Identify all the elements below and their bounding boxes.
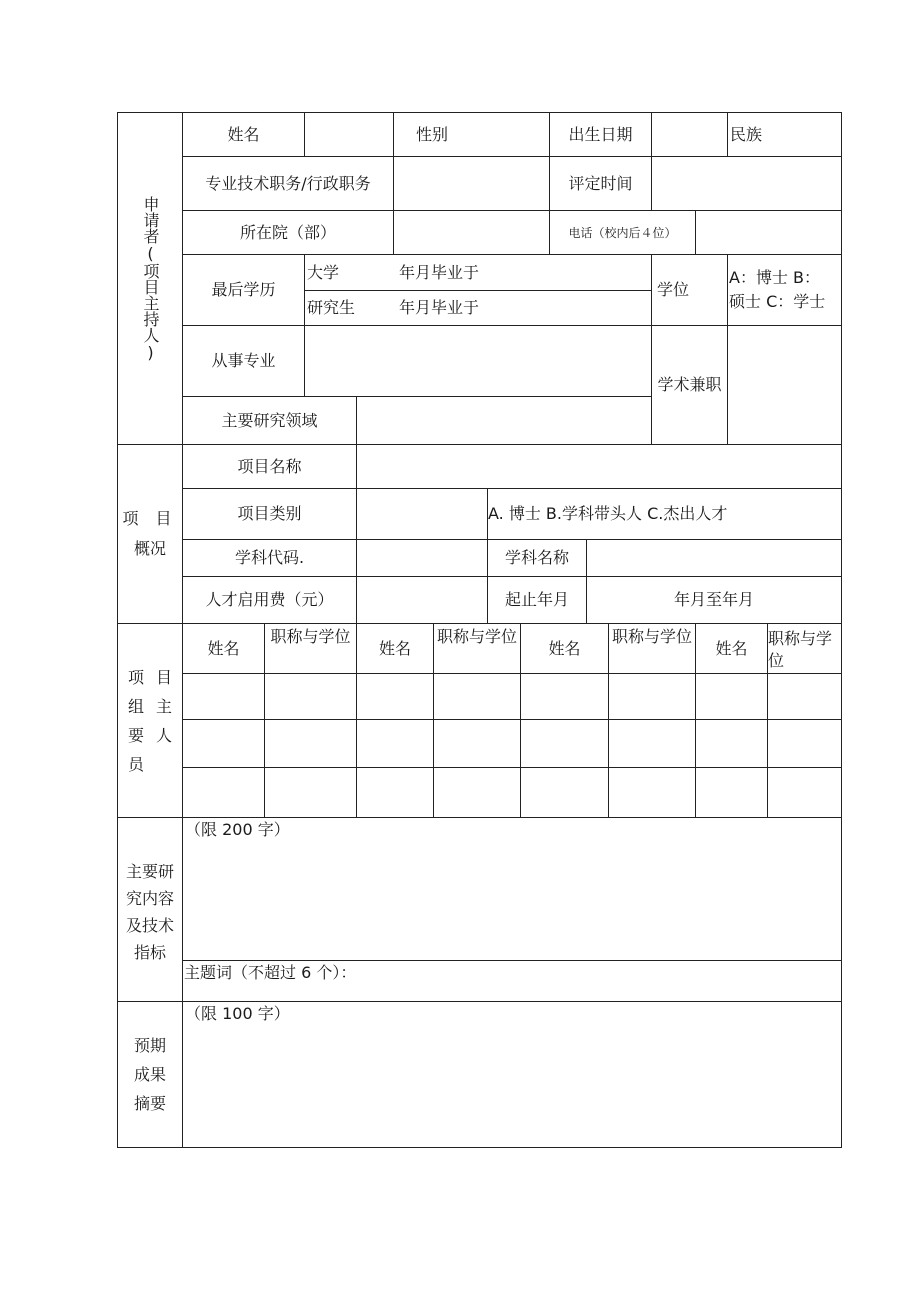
major-field[interactable] bbox=[305, 326, 651, 396]
member-header-title: 职称与学位 bbox=[611, 627, 692, 646]
major-label: 从事专业 bbox=[211, 351, 276, 370]
undergrad-label: 大学 bbox=[307, 262, 340, 282]
project-section-label bbox=[118, 445, 182, 623]
funding-label: 人才启用费（元） bbox=[205, 590, 334, 609]
member-cell[interactable] bbox=[768, 768, 841, 817]
member-header-title: 职称与学位 bbox=[436, 627, 517, 646]
research-section-label bbox=[118, 818, 182, 1001]
keywords-label: 主题词（不超过 6 个）： bbox=[184, 963, 357, 982]
education-label: 最后学历 bbox=[211, 280, 276, 299]
members-label-char: 组 bbox=[127, 696, 144, 716]
funding-field[interactable] bbox=[357, 577, 487, 623]
research-label-line: 主要研 bbox=[125, 861, 174, 881]
members-label-char: 目 bbox=[156, 667, 173, 687]
title-field[interactable] bbox=[394, 157, 549, 210]
project-section-line2: 概况 bbox=[133, 539, 166, 558]
member-cell[interactable] bbox=[609, 720, 695, 767]
discipline-code-field[interactable] bbox=[357, 540, 487, 576]
postgrad-grad-text: 年月毕业于 bbox=[399, 298, 480, 317]
birth-label: 出生日期 bbox=[568, 124, 633, 144]
member-cell[interactable] bbox=[768, 674, 841, 719]
member-cell[interactable] bbox=[357, 674, 433, 719]
ethnicity-label: 民族 bbox=[730, 124, 763, 144]
members-label-char: 人 bbox=[156, 725, 173, 745]
dept-label: 所在院（部） bbox=[239, 222, 336, 242]
research-area-label: 主要研究领域 bbox=[221, 410, 318, 430]
degree-options bbox=[728, 255, 841, 325]
member-cell[interactable] bbox=[183, 720, 264, 767]
research-limit-note: （限 200 字） bbox=[185, 820, 290, 839]
eval-time-label: 评定时间 bbox=[568, 173, 633, 193]
dept-field[interactable] bbox=[394, 211, 549, 254]
research-label-line: 指标 bbox=[133, 942, 166, 962]
members-label-char: 员 bbox=[127, 754, 144, 774]
member-header-name: 姓名 bbox=[715, 638, 748, 658]
degree-options-line1: A：博士 B： bbox=[729, 268, 821, 287]
title-label: 专业技术职务/行政职务 bbox=[205, 173, 371, 193]
member-cell[interactable] bbox=[434, 674, 520, 719]
project-section-line1: 项 目 bbox=[122, 509, 178, 528]
academic-post-field[interactable] bbox=[728, 326, 841, 444]
project-name-label: 项目名称 bbox=[237, 456, 302, 476]
academic-post-label: 学术兼职 bbox=[657, 375, 722, 394]
member-cell[interactable] bbox=[696, 768, 767, 817]
research-label-line: 及技术 bbox=[125, 915, 174, 935]
members-section-label bbox=[118, 624, 182, 817]
member-header-name: 姓名 bbox=[548, 638, 581, 658]
period-label: 起止年月 bbox=[504, 590, 569, 609]
member-cell[interactable] bbox=[183, 768, 264, 817]
outcome-label-line: 成果 bbox=[133, 1065, 166, 1084]
discipline-code-label: 学科代码. bbox=[234, 548, 305, 567]
member-cell[interactable] bbox=[265, 674, 356, 719]
discipline-name-label: 学科名称 bbox=[504, 548, 569, 567]
members-label-col1 bbox=[128, 663, 144, 779]
member-cell[interactable] bbox=[696, 720, 767, 767]
keywords-field[interactable] bbox=[183, 961, 841, 1001]
applicant-section-label: 申请者(项目主持人) bbox=[141, 195, 160, 362]
member-cell[interactable] bbox=[696, 674, 767, 719]
member-cell[interactable] bbox=[609, 768, 695, 817]
degree-label: 学位 bbox=[657, 280, 690, 299]
outcome-label-line: 摘要 bbox=[133, 1094, 166, 1113]
period-value: 年月至年月 bbox=[673, 590, 754, 609]
gender-label: 性别 bbox=[416, 124, 449, 144]
member-cell[interactable] bbox=[521, 720, 608, 767]
member-cell[interactable] bbox=[357, 720, 433, 767]
degree-options-line2: 硕士 C：学士 bbox=[729, 292, 826, 311]
member-cell[interactable] bbox=[609, 674, 695, 719]
member-cell[interactable] bbox=[265, 720, 356, 767]
research-area-field[interactable] bbox=[357, 397, 651, 444]
phone-label: 电话（校内后４位） bbox=[568, 225, 677, 240]
member-cell[interactable] bbox=[434, 768, 520, 817]
birth-field[interactable] bbox=[652, 113, 727, 156]
outcome-section-label bbox=[118, 1002, 182, 1147]
project-name-field[interactable] bbox=[357, 445, 841, 488]
member-header-title: 职称与学位 bbox=[270, 627, 351, 646]
border-right bbox=[841, 112, 842, 1148]
members-label-char: 要 bbox=[127, 725, 144, 745]
member-cell[interactable] bbox=[265, 768, 356, 817]
research-content-field[interactable] bbox=[183, 818, 841, 960]
member-cell[interactable] bbox=[434, 720, 520, 767]
project-category-label: 项目类别 bbox=[237, 504, 302, 523]
members-label-char: 主 bbox=[156, 696, 173, 716]
project-category-field[interactable] bbox=[357, 489, 487, 539]
member-cell[interactable] bbox=[183, 674, 264, 719]
project-category-options: A. 博士 B.学科带头人 C.杰出人才 bbox=[488, 504, 728, 523]
member-cell[interactable] bbox=[768, 720, 841, 767]
member-cell[interactable] bbox=[521, 674, 608, 719]
member-header-title-line1: 职称与学 bbox=[768, 628, 833, 648]
member-cell[interactable] bbox=[521, 768, 608, 817]
undergrad-grad-text: 年月毕业于 bbox=[399, 262, 480, 282]
outcome-limit-note: （限 100 字） bbox=[185, 1004, 290, 1023]
outcome-label-line: 预期 bbox=[133, 1036, 166, 1055]
outcome-summary-field[interactable] bbox=[183, 1002, 841, 1147]
border-bottom bbox=[117, 1147, 842, 1148]
name-field[interactable] bbox=[305, 113, 393, 156]
member-header-name: 姓名 bbox=[207, 638, 240, 658]
research-label-line: 究内容 bbox=[125, 888, 174, 908]
discipline-name-field[interactable] bbox=[587, 540, 841, 576]
member-header-name: 姓名 bbox=[378, 638, 411, 658]
member-cell[interactable] bbox=[357, 768, 433, 817]
member-header-title-line2: 位 bbox=[768, 650, 785, 670]
postgrad-label: 研究生 bbox=[307, 298, 356, 317]
members-label-char: 项 bbox=[127, 667, 144, 687]
member-header-title-last bbox=[768, 624, 841, 673]
eval-time-field[interactable] bbox=[652, 157, 841, 210]
phone-field[interactable] bbox=[696, 211, 841, 254]
members-label-col2 bbox=[156, 663, 172, 750]
name-label: 姓名 bbox=[227, 124, 260, 144]
